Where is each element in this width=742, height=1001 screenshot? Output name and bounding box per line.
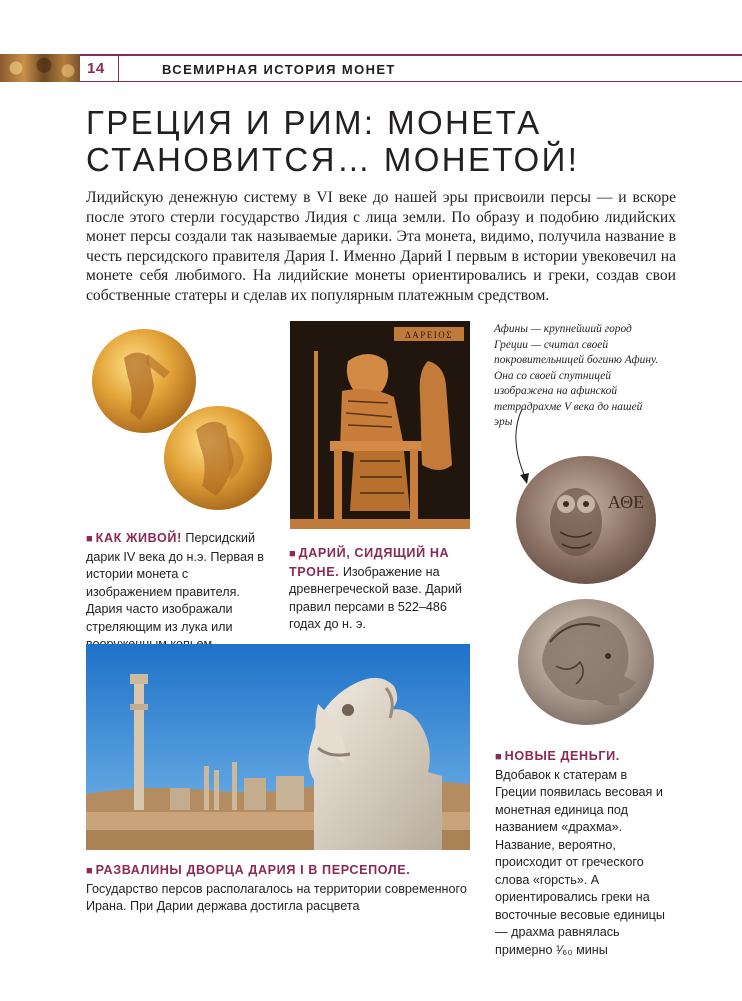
page-title: [86, 104, 646, 178]
caption-marker: ■: [86, 533, 93, 545]
daric-coins-photo: [86, 318, 276, 518]
caption-marker: ■: [495, 751, 502, 763]
lead-paragraph: Лидийскую денежную систему в VI веке до нашей эры присвоили персы — и вскоре после этого стерли государство Лидия с лица земли. По образу и подобию лидийских монет персы создали так называемые дарики. Эта монета, видимо, получила название в честь персидского правителя Дария I. Именно Дарий I первым в истории увековечил на монете себя любимого. На лидийские монеты ориентировались и греки, создав свои собственные статеры и сделав их популярным платежным средством.: [86, 189, 676, 304]
running-head: ВСЕМИРНАЯ ИСТОРИЯ МОНЕТ: [162, 62, 396, 77]
caption-daric-text: Персидский дарик IV века до н.э. Первая в истории монета с изображением правителя. Дария часто изображали стреляющим из лука или: [86, 531, 264, 634]
caption-new-money: [495, 748, 671, 959]
page-number: 14: [87, 60, 105, 77]
athens-side-note: Афины — крупнейший город Греции — считал своей покровительницей богиню Афину. Она со своей спутницей изображена на афинской тетрадрахме V века до нашей эры: [494, 323, 659, 428]
caption-daric: [86, 530, 268, 654]
header-rule-bottom: [80, 81, 742, 82]
persepolis-ruins-photo: [86, 644, 470, 850]
header-rule-top: [80, 54, 742, 56]
caption-persepolis-text: Государство персов располагалось на территории современного Ирана. При Дарии держава достигла расцвета: [86, 881, 467, 913]
caption-darius-throne: [289, 545, 467, 634]
caption-new-money-text: Вдобавок к статерам в Греции появилась весовая и монетная единица под названием «драхма». Название, вероятно, происходит от греческого слова «горсть». А ориентировались греки на восточные весовые единицы — драхма равнялась примерно ¹⁄₆₀ мины: [495, 767, 665, 957]
caption-marker: ■: [289, 548, 296, 560]
caption-daric-heading: КАК ЖИВОЙ!: [95, 531, 182, 545]
header-coin-strip: [0, 54, 80, 82]
vase-inscription: ΔAPEIOΣ: [404, 330, 454, 340]
caption-darius-text: Изображение на древнегреческой вазе. Дарий правил персами в 522–486 годах до н. э.: [289, 564, 462, 631]
caption-marker: ■: [86, 865, 93, 877]
header-divider: [118, 56, 119, 81]
owl-coin-letters: ΑΘΕ: [607, 492, 645, 512]
owl-tetradrachm-photo: [514, 452, 660, 588]
page-title-line-2: СТАНОВИТСЯ… МОНЕТОЙ!: [86, 141, 580, 178]
athena-tetradrachm-photo: [516, 596, 658, 730]
caption-new-money-heading: НОВЫЕ ДЕНЬГИ.: [504, 749, 620, 763]
page-title-line-1: ГРЕЦИЯ И РИМ: МОНЕТА: [86, 104, 542, 141]
caption-persepolis: [86, 862, 478, 916]
caption-persepolis-heading: РАЗВАЛИНЫ ДВОРЦА ДАРИЯ I В ПЕРСЕПОЛЕ.: [95, 863, 411, 877]
darius-vase-photo: [290, 321, 470, 529]
caption-darius-heading: ДАРИЙ, СИДЯЩИЙ НА ТРОНЕ.: [289, 546, 450, 579]
